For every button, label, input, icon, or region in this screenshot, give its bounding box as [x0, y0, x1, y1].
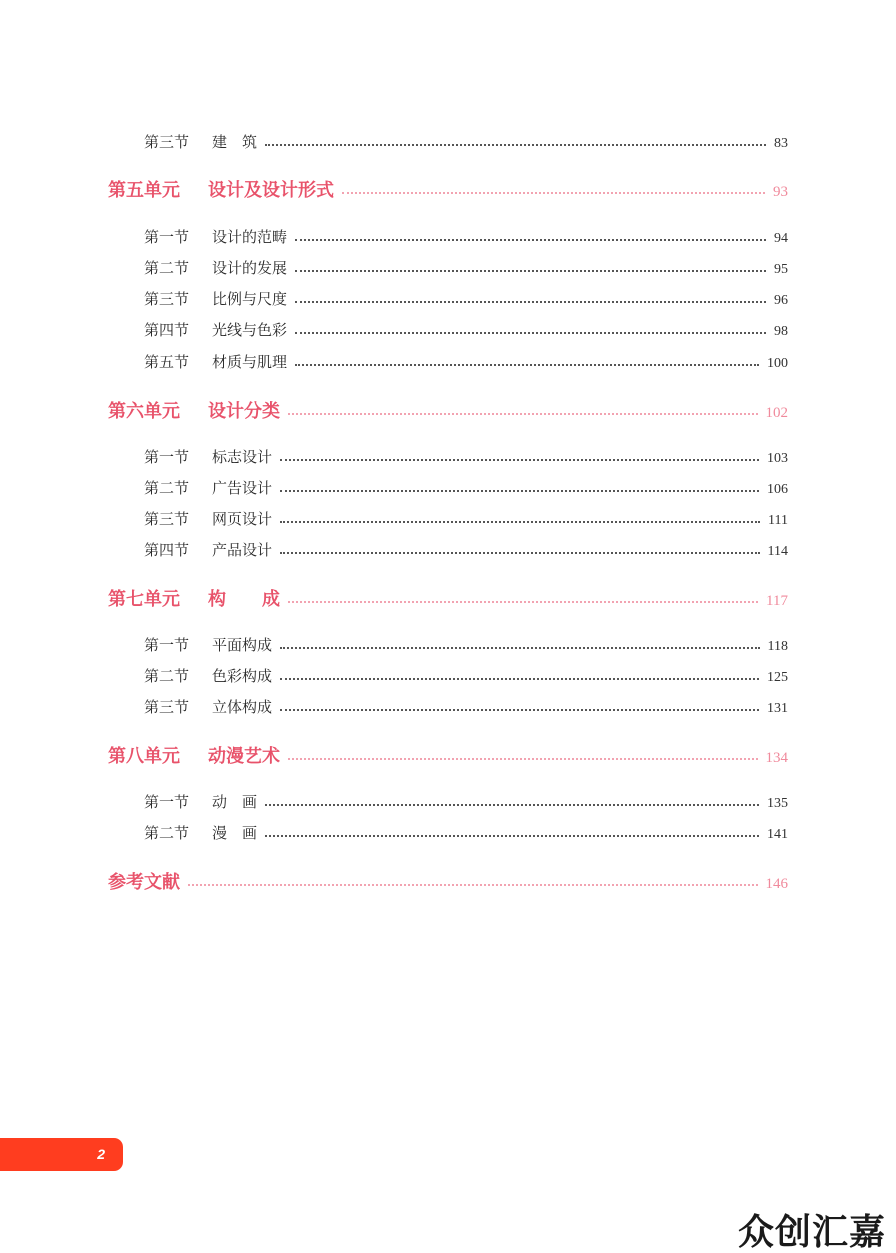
- toc-section-title: 漫 画: [212, 824, 258, 842]
- toc-page-number: 93: [773, 184, 788, 200]
- toc-unit-label: 第七单元: [108, 589, 180, 610]
- toc-section-label: 第一节: [144, 448, 190, 466]
- toc-unit-row: [108, 176, 788, 202]
- toc-section-title: 广告设计: [212, 479, 273, 497]
- toc-section-label: 第五节: [144, 353, 190, 371]
- toc-section-label: 第四节: [144, 541, 190, 559]
- toc-section-label: 第二节: [144, 824, 190, 842]
- dot-leader: [288, 757, 758, 760]
- toc-references-label: 参考文献: [108, 872, 180, 893]
- toc-page-number: 106: [767, 482, 788, 497]
- toc-unit-label: 第八单元: [108, 746, 180, 767]
- dot-leader: [265, 834, 759, 837]
- toc-unit-row: [108, 742, 788, 768]
- toc-section-title: 设计的范畴: [212, 228, 288, 246]
- toc-page-number: 98: [774, 324, 788, 339]
- toc-page-number: 141: [767, 827, 788, 842]
- toc-section-title: 材质与肌理: [212, 353, 288, 371]
- toc-section-row: [144, 288, 788, 309]
- toc-page-number: 118: [767, 639, 788, 654]
- toc-section-row: [144, 131, 788, 152]
- dot-leader: [342, 191, 765, 194]
- toc-page-number: 83: [774, 136, 788, 151]
- toc-unit-label: 第六单元: [108, 401, 180, 422]
- dot-leader: [295, 331, 766, 334]
- dot-leader: [295, 238, 766, 241]
- toc-section-row: [144, 319, 788, 340]
- toc-section-title: 比例与尺度: [212, 290, 288, 308]
- dot-leader: [280, 551, 760, 554]
- toc-section-title: 标志设计: [212, 448, 273, 466]
- toc-section-row: [144, 508, 788, 529]
- dot-leader: [280, 646, 760, 649]
- toc-section-row: [144, 539, 788, 560]
- dot-leader: [280, 489, 759, 492]
- toc-section-row: [144, 257, 788, 278]
- toc-page-number: 94: [774, 231, 788, 246]
- toc-section-row: [144, 665, 788, 686]
- dot-leader: [288, 600, 758, 603]
- toc-unit-row: [108, 397, 788, 423]
- toc-page-number: 134: [765, 750, 788, 766]
- toc-page-number: 135: [767, 796, 788, 811]
- toc-section-label: 第二节: [144, 479, 190, 497]
- toc-section-title: 光线与色彩: [212, 321, 288, 339]
- toc-section-label: 第三节: [144, 510, 190, 528]
- toc-section-title: 动 画: [212, 793, 258, 811]
- toc-unit-row: [108, 585, 788, 611]
- toc-page-number: 95: [774, 262, 788, 277]
- toc-section-label: 第三节: [144, 290, 190, 308]
- toc-section-label: 第三节: [144, 133, 190, 151]
- toc-section-title: 平面构成: [212, 636, 273, 654]
- toc-section-title: 建 筑: [212, 133, 258, 151]
- toc-section-row: [144, 791, 788, 812]
- toc-page-number: 117: [766, 593, 788, 609]
- toc-section-row: [144, 226, 788, 247]
- toc-section-label: 第四节: [144, 321, 190, 339]
- toc-page-number: 131: [767, 701, 788, 716]
- toc-section-title: 色彩构成: [212, 667, 273, 685]
- dot-leader: [280, 677, 759, 680]
- page-number: 2: [97, 1146, 105, 1162]
- toc-section-row: [144, 446, 788, 467]
- dot-leader: [265, 143, 766, 146]
- toc-section-label: 第二节: [144, 259, 190, 277]
- toc-section-row: [144, 822, 788, 843]
- toc-page-number: 125: [767, 670, 788, 685]
- dot-leader: [295, 363, 759, 366]
- dot-leader: [280, 520, 760, 523]
- toc-section-row: [144, 477, 788, 498]
- toc-section-label: 第二节: [144, 667, 190, 685]
- toc-section-title: 立体构成: [212, 698, 273, 716]
- toc-page-number: 100: [767, 356, 788, 371]
- toc-unit-title: 设计分类: [208, 401, 280, 422]
- toc-unit-title: 设计及设计形式: [208, 180, 334, 201]
- dot-leader: [295, 300, 766, 303]
- toc-page-number: 114: [767, 544, 788, 559]
- toc-page-number: 146: [765, 876, 788, 892]
- toc-references-row: [108, 868, 788, 894]
- watermark-logo: 众创汇嘉: [738, 1212, 887, 1253]
- toc-section-row: [144, 696, 788, 717]
- toc-unit-title: 动漫艺术: [208, 746, 280, 767]
- page-number-tab: [0, 1138, 123, 1171]
- toc-unit-title: 构 成: [208, 589, 280, 610]
- dot-leader: [188, 883, 758, 886]
- toc-section-title: 产品设计: [212, 541, 273, 559]
- dot-leader: [265, 803, 759, 806]
- toc-page-number: 102: [765, 405, 788, 421]
- toc-page-number: 96: [774, 293, 788, 308]
- toc-section-title: 设计的发展: [212, 259, 288, 277]
- dot-leader: [288, 412, 758, 415]
- toc-page-number: 103: [767, 451, 788, 466]
- dot-leader: [295, 269, 766, 272]
- toc-unit-label: 第五单元: [108, 180, 180, 201]
- toc-page-number: 111: [768, 513, 788, 528]
- toc-section-row: [144, 634, 788, 655]
- toc-section-row: [144, 351, 788, 372]
- toc-section-label: 第一节: [144, 228, 190, 246]
- dot-leader: [280, 708, 759, 711]
- toc-section-label: 第一节: [144, 793, 190, 811]
- dot-leader: [280, 458, 759, 461]
- toc-section-label: 第三节: [144, 698, 190, 716]
- toc-section-title: 网页设计: [212, 510, 273, 528]
- toc-section-label: 第一节: [144, 636, 190, 654]
